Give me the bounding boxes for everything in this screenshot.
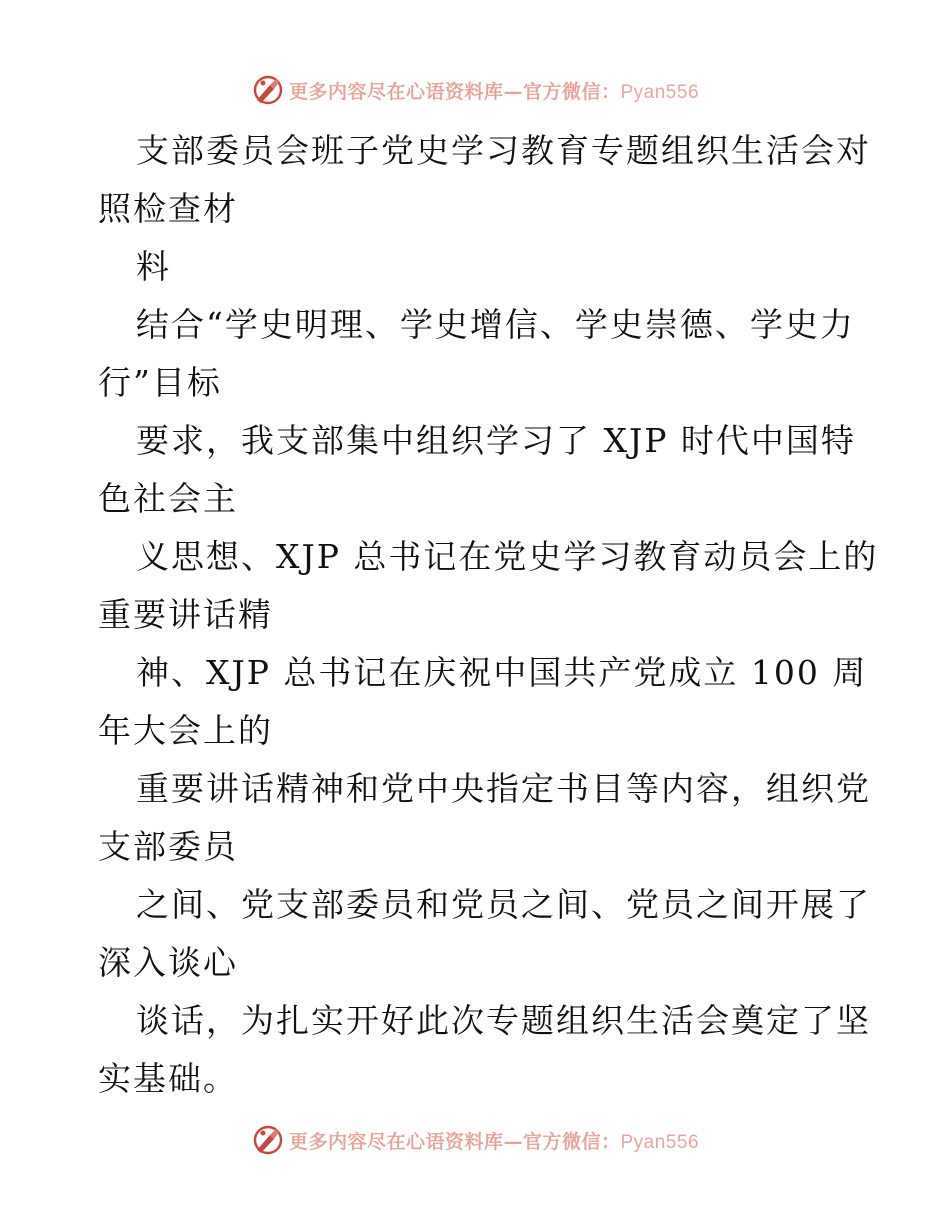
fountain-pen-logo-icon	[251, 1123, 285, 1157]
header-banner	[0, 70, 950, 110]
wechat-id: Pyan556	[620, 81, 700, 103]
banner-text: 更多内容尽在心语资料库—官方微信：Pyan556	[288, 80, 700, 103]
text-line: 深入谈心	[98, 943, 238, 982]
text-line: 照检查材	[98, 189, 238, 228]
text-line: 之间、党支部委员和党员之间、党员之间开展了	[136, 885, 871, 924]
text-line: 结合“学史明理、学史增信、学史崇德、学史力	[136, 305, 855, 344]
text-line: 要求，我支部集中组织学习了 XJP 时代中国特	[136, 421, 856, 460]
text-line: 重要讲话精神和党中央指定书目等内容，组织党	[136, 769, 871, 808]
text-line: 支部委员	[98, 827, 238, 866]
text-line: 谈话，为扎实开好此次专题组织生活会奠定了坚	[136, 1001, 871, 1040]
text-line: 料	[136, 247, 171, 286]
text-line: 义思想、XJP 总书记在党史学习教育动员会上的	[136, 537, 879, 576]
wechat-id: Pyan556	[620, 1131, 700, 1153]
text-line: 色社会主	[98, 479, 238, 518]
text-line: 实基础。	[98, 1059, 238, 1098]
document-body	[98, 122, 898, 1108]
text-line: 年大会上的	[98, 711, 273, 750]
text-line: 重要讲话精	[98, 595, 273, 634]
text-line: 行”目标	[98, 363, 222, 402]
fountain-pen-logo-icon	[251, 73, 285, 107]
text-line: 支部委员会班子党史学习教育专题组织生活会对	[136, 131, 871, 170]
footer-banner	[0, 1120, 950, 1160]
text-line: 神、XJP 总书记在庆祝中国共产党成立 100 周	[136, 653, 868, 692]
banner-text: 更多内容尽在心语资料库—官方微信：Pyan556	[288, 1130, 700, 1153]
